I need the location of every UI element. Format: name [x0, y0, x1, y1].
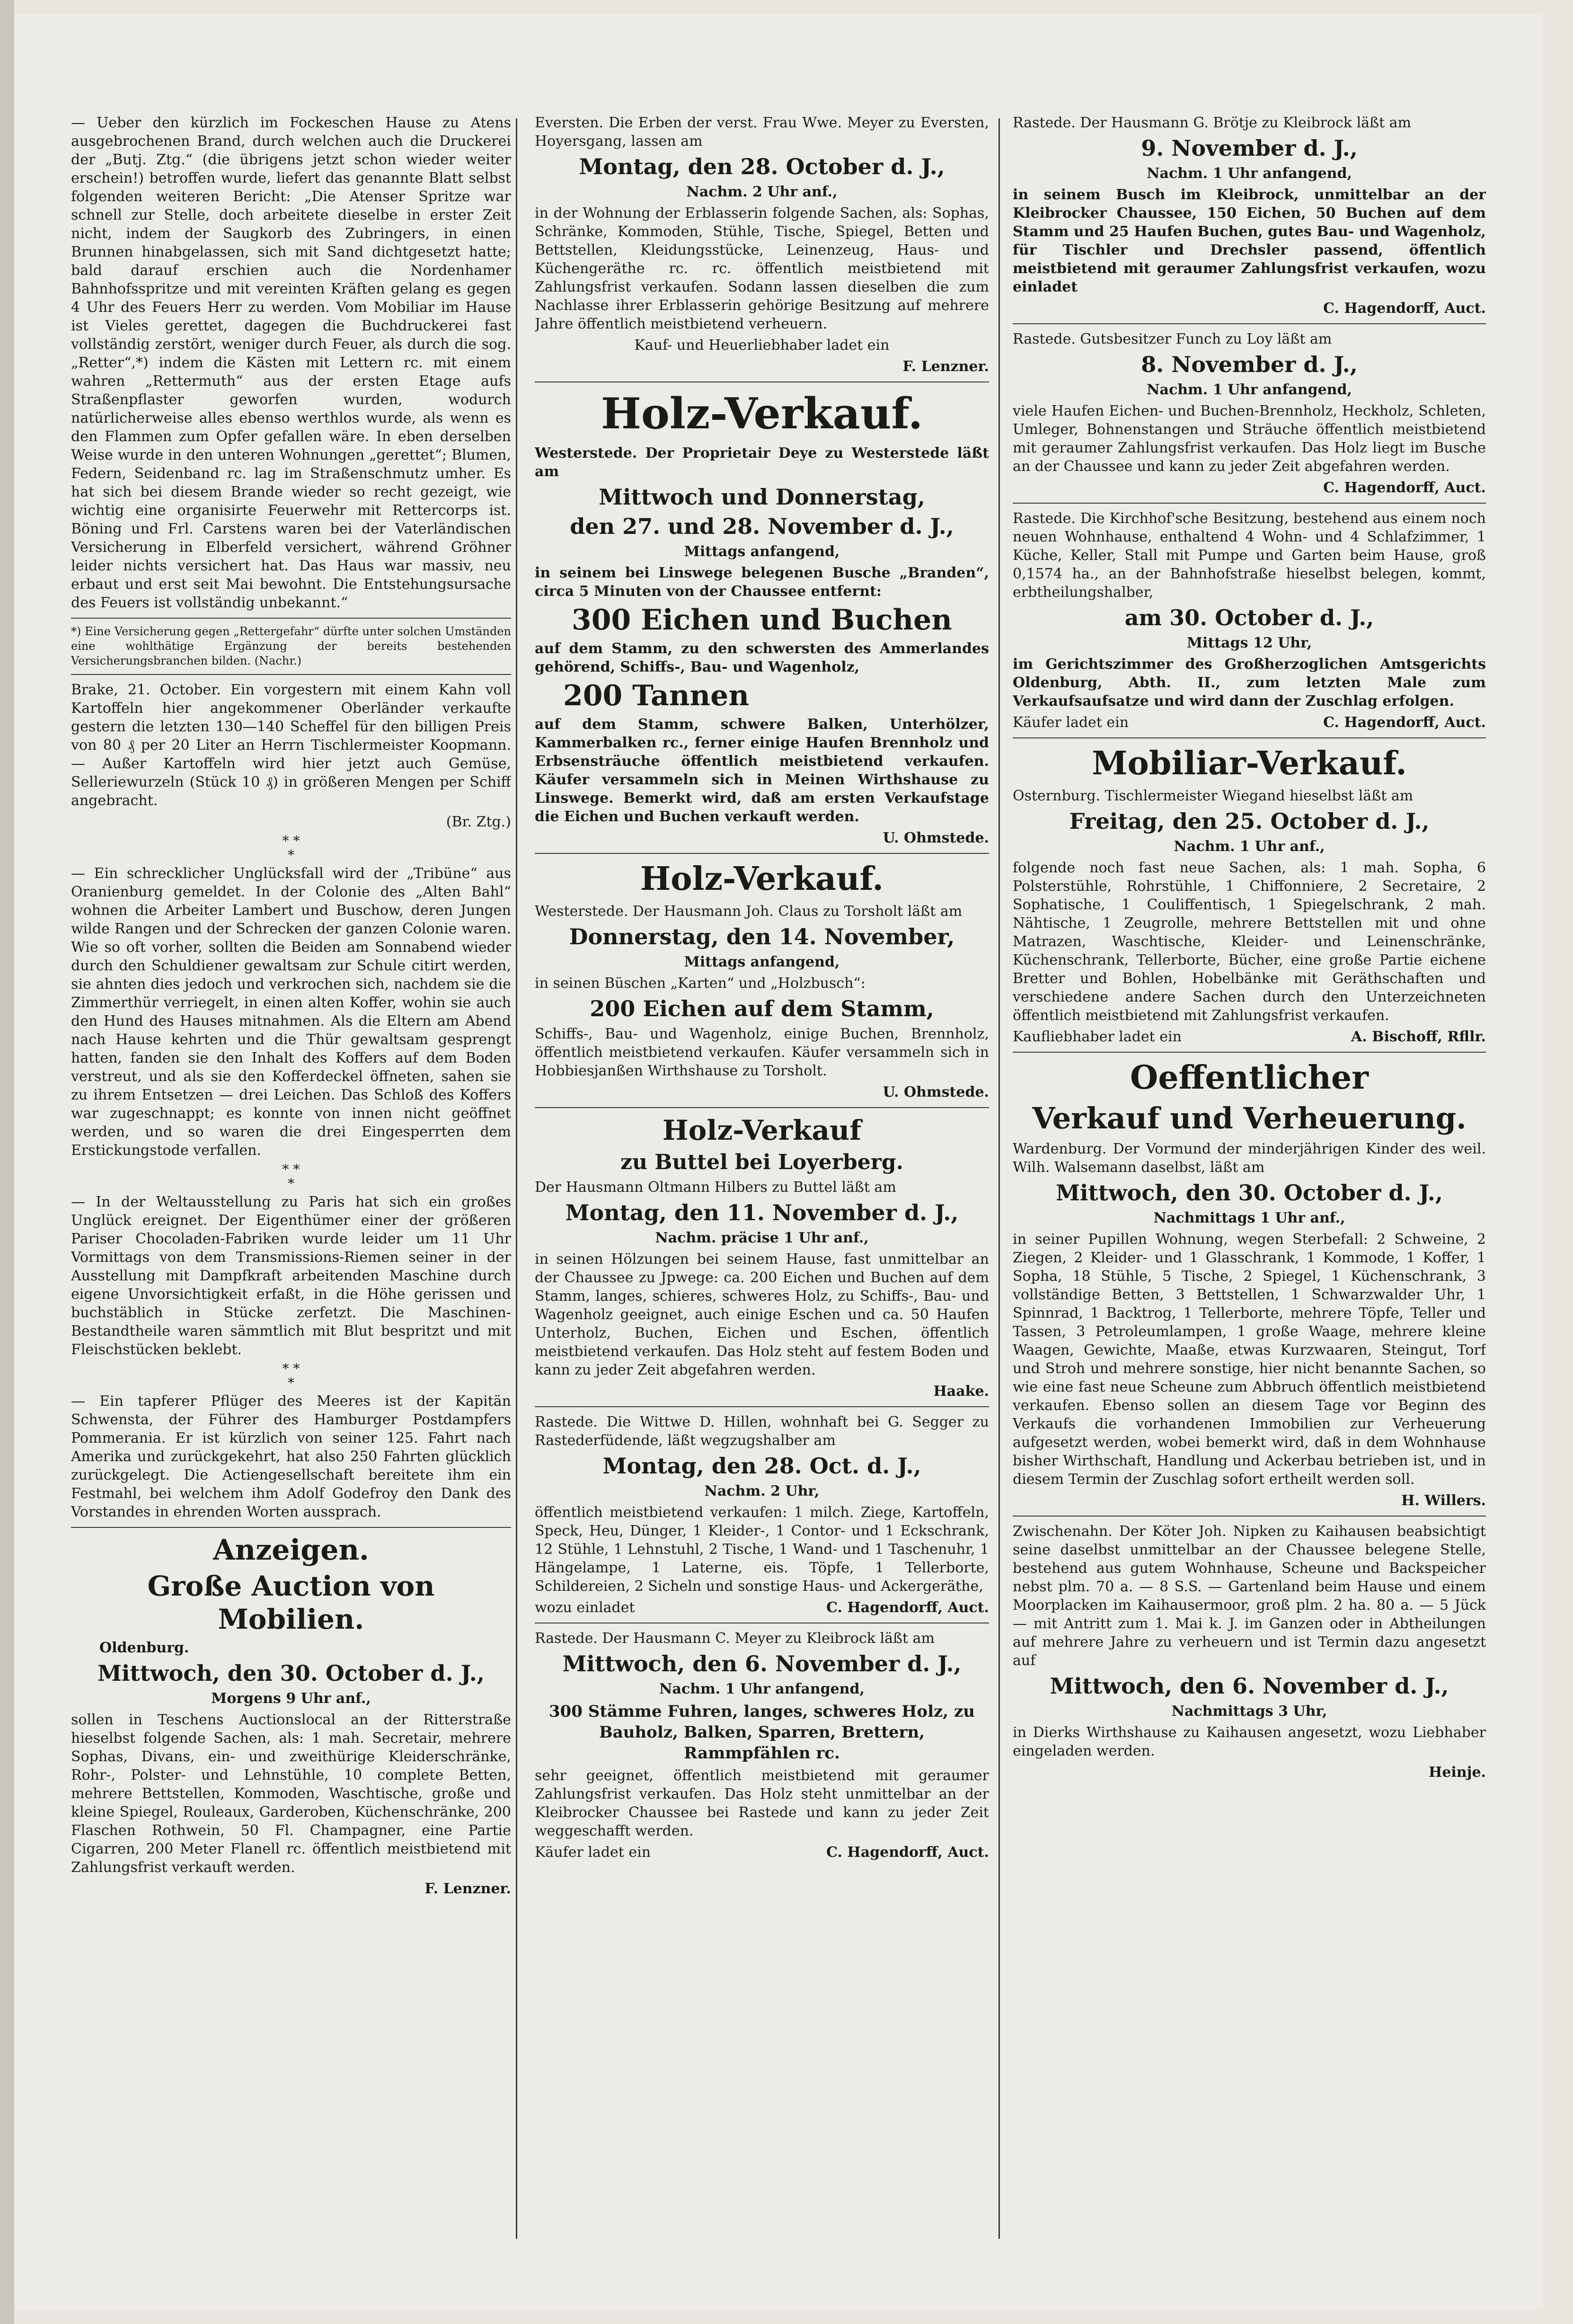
eversten-signature: F. Lenzner.: [902, 358, 989, 375]
holz1-signature: U. Ohmstede.: [883, 830, 989, 846]
holz1-date: Mittwoch und Donnerstag,: [599, 484, 925, 510]
holz2-oaks: 200 Eichen auf dem Stamm,: [590, 996, 934, 1021]
holz3-body: in seinen Hölzungen bei seinem Hause, fast unmittelbar an der Chaussee zu Jpwege: ca. 200 Eichen und Buchen auf dem Stamm, langes, schieres, schweres Holz, zu Schiffs-, Bau- und Wagenholz geeignet, auch einige Eschen und ca. 50 Haufen Unterholz, Buchen, Eichen und Eschen, öffentlich meistbietend verkaufen. Das Holz steht auf festem Boden und kann zu jeder Zeit abgefahren werden.: [535, 1251, 989, 1378]
broetje-intro: Rastede. Der Hausmann G. Brötje zu Kleibrock läßt am: [1013, 115, 1412, 131]
zwischenahn-time: Nachmittags 3 Uhr,: [1171, 1703, 1327, 1720]
holz1-time: Mittags anfangend,: [684, 543, 840, 560]
ad-divider: [535, 381, 989, 382]
funch-signature: C. Hagendorff, Auct.: [1323, 479, 1486, 496]
auction-time: Morgens 9 Uhr anf.,: [211, 1690, 371, 1707]
hillen-signature: C. Hagendorff, Auct.: [826, 1599, 989, 1616]
newspaper-page: [14, 14, 1543, 2310]
broetje-time: Nachm. 1 Uhr anfangend,: [1147, 165, 1352, 182]
holz2-signature: U. Ohmstede.: [883, 1084, 989, 1100]
mobiliar-body: folgende noch fast neue Sachen, als: 1 mah. Sopha, 6 Polsterstühle, Rohrstühle, 1 Chiffonniere, 2 Secretaire, 2 Sophatische, 1 Couliffentisch, 1 Spiegelschrank, 2 mah. Nähtische, 1 Zeugrolle, mehrere Bettstellen mit und ohne Matrazen, Waschtische, Kleider- und Leinenschränke, Küchenschrank, Tellerborte, Bücher, eine große Partie eichene Bretter und Bohlen, Hobelbänke mit Geräthschaften und verschiedene andere Sachen durch den Unterzeichneten öffentlich meistbietend mit Zahlungsfrist verkaufen.: [1013, 860, 1486, 1024]
kirchhof-signature-row: [1013, 713, 1486, 732]
anzeigen-heading: Anzeigen.: [213, 1534, 369, 1567]
unglueck-article: — Ein schrecklicher Unglücksfall wird der „Tribüne“ aus Oranienburg gemeldet. In der Colonie des „Alten Bahl“ wohnen die Arbeiter Lambert und Buschow, deren Jungen wilde Rangen und der Schrecken der ganzen Colonie waren. Wie so oft vorher, sollten die Beiden am Sonnabend wieder durch den Schuldiener gewaltsam zur Schule citirt werden, sie ahnten dies jedoch und verkrochen sich, nachdem sie die Zimmerthür verriegelt, in einen alten Koffer, wohin sie auch den Hund des Hauses mitnahmen. Als die Eltern am Abend nach Hause kehrten und die Thür gewaltsam gesprengt hatten, fanden sie den Inhalt des Koffers auf dem Boden verstreut, und als sie den Kofferdeckel öffneten, sahen sie zu ihrem Entsetzen — drei Leichen. Das Schloß des Koffers war zugeschnappt; es konnte von innen nicht geöffnet werden, und so waren die drei Eingesperrten dem Erstickungstode verfallen.: [71, 865, 511, 1159]
hillen-signature-row: [535, 1598, 989, 1617]
holz1-intro: Westerstede. Der Proprietair Deye zu Westerstede läßt am: [535, 445, 989, 480]
mobiliar-title: Mobiliar-Verkauf.: [1092, 745, 1407, 782]
hillen-time: Nachm. 2 Uhr,: [704, 1483, 820, 1499]
auction-date: Mittwoch, den 30. October d. J.,: [97, 1660, 485, 1686]
kirchhof-signature: C. Hagendorff, Auct.: [1323, 714, 1486, 731]
zwischenahn-intro: Zwischenahn. Der Köter Joh. Nipken zu Kaihausen beabsichtigt seine daselbst unmittelbar an der Chaussee belegene Stelle, bestehend aus gutem Wohnhause, Scheune und Backspeicher nebst plm. 70 a. — 8 S.S. — Gartenland beim Hause und einem Moorplacken im Kaihausermoor, groß plm. 2 ha. 80 a. — 5 Jück — mit Antritt zum 1. Mai k. J. im Ganzen oder in Abtheilungen auf mehrere Jahre zu verheuern und ist Termin dazu angesetzt auf: [1013, 1523, 1486, 1669]
eversten-intro: Eversten. Die Erben der verst. Frau Wwe. Meyer zu Eversten, Hoyersgang, lassen am: [535, 115, 989, 150]
zwischenahn-signature: Heinje.: [1428, 1764, 1486, 1781]
zwischenahn-body: in Dierks Wirthshause zu Kaihausen angesetzt, wozu Liebhaber eingeladen werden.: [1013, 1724, 1486, 1759]
meyer-signature: C. Hagendorff, Auct.: [826, 1844, 989, 1861]
pflueger-article: — Ein tapferer Pflüger des Meeres ist der Kapitän Schwensta, der Führer des Hamburger Postdampfers Pommerania. Er ist kürzlich von seiner 125. Fahrt nach Amerika und zurückgekehrt, hat also 250 Fahrten glücklich zurückgelegt. Die Actiengesellschaft bereitete ihm ein Festmahl, bei welchem ihm Adolf Godefroy den Dank des Vorstandes in ehrenden Worten aussprach.: [71, 1393, 511, 1520]
holz3-intro: Der Hausmann Oltmann Hilbers zu Buttel läßt am: [535, 1179, 896, 1196]
atens-fire-article: — Ueber den kürzlich im Fockeschen Hause zu Atens ausgebrochenen Brand, durch welchen auch die Druckerei der „Butj. Ztg.“ (die übrigens jetzt schon wieder weiter erschein!) betroffen wurde, liefert das genannte Blatt selbst folgenden weiteren Bericht: „Die Atenser Spritze war schnell zur Stelle, doch arbeitete dieselbe in erster Zeit nicht, indem der Saugkorb des Zubringers, in einen Brunnen hinabgelassen, sich mit Sand dichtgesetzt hatte; bald darauf erschien auch die Nordenhamer Bahnhofsspritze und mit vereinten Kräften gelang es gegen 4 Uhr des Feuers Herr zu werden. Vom Mobiliar im Hause ist Vieles gerettet, dagegen die Buchdruckerei fast vollständig zerstört, weniger durch Feuer, als durch die sog. „Retter“,*) indem die Kästen mit Lettern rc. mit einem wahren „Rettermuth“ aus der ersten Etage aufs Straßenpflaster geworfen wurden, wodurch natürlicherweise alles ebenso werthlos wurde, als wenn es den Flammen zum Opfer gefallen wäre. In eben derselben Weise wurde in den unteren Wohnungen „gerettet“; Blumen, Federn, Seidenband rc. lag im Straßenschmutz umher. Es hat sich bei diesem Brande wieder so recht gezeigt, wie wichtig eine organisirte Feuerwehr mit Rettercorps ist. Böning und Frl. Carstens waren bei der Vaterländischen Versicherung in Elberfeld versichert, während Gröhner leider nichts versichert hat. Das Haus war massiv, neu erbaut und erst seit Mai bewohnt. Die Entstehungsursache des Feuers ist vollständig unbekannt.“: [71, 115, 511, 611]
footnote: *) Eine Versicherung gegen „Rettergefahr“ dürfte unter solchen Umständen eine wohlthätige Ergänzung der bereits bestehenden Versicherungsbranchen bilden. (Nachr.): [71, 625, 511, 667]
funch-time: Nachm. 1 Uhr anfangend,: [1147, 381, 1352, 398]
ad-divider: [535, 1107, 989, 1108]
hillen-invite: wozu einladet: [535, 1599, 635, 1616]
meyer-goods: 300 Stämme Fuhren, langes, schweres Holz, zu Bauholz, Balken, Sparren, Brettern, Rammpfählen rc.: [548, 1702, 975, 1763]
holz2-body: Schiffs-, Bau- und Wagenholz, einige Buchen, Brennholz, öffentlich meistbietend verkaufen. Käufer versammeln sich in Hobbiesjanßen Wirthshause zu Torsholt.: [535, 1026, 989, 1079]
kirchhof-body: im Gerichtszimmer des Großherzoglichen Amtsgerichts Oldenburg, Abth. II., zum letzten Male zum Verkaufsaufsatze und wird dann der Zuschlag erfolgen.: [1013, 656, 1486, 710]
zwischenahn-date: Mittwoch, den 6. November d. J.,: [1050, 1673, 1449, 1699]
broetje-body: in seinem Busch im Kleibrock, unmittelbar an der Kleibrocker Chaussee, 150 Eichen, 50 Buchen auf dem Stamm und 25 Haufen Buchen, gutes Bau- und Wagenholz, für Tischler und Drechsler passend, öffentlich meistbietend mit geraumer Zahlungsfrist verkaufen, wozu einladet: [1013, 186, 1486, 295]
broetje-signature: C. Hagendorff, Auct.: [1323, 300, 1486, 317]
ad-divider: [535, 853, 989, 854]
mobiliar-time: Nachm. 1 Uhr anf.,: [1174, 838, 1325, 855]
section-stars: * * *: [282, 833, 300, 863]
mobiliar-date: Freitag, den 25. October d. J.,: [1069, 808, 1430, 834]
holz1-oaks-detail: auf dem Stamm, zu den schwersten des Ammerlandes gehörend, Schiffs-, Bau- und Wagenholz,: [535, 640, 989, 675]
holz1-location: in seinem bei Linswege belegenen Busche „Branden“, circa 5 Minuten von der Chaussee entfernt:: [535, 565, 989, 600]
meyer-intro: Rastede. Der Hausmann C. Meyer zu Kleibrock läßt am: [535, 1630, 935, 1647]
column-middle: [535, 114, 989, 2253]
holz2-time: Mittags anfangend,: [684, 954, 840, 970]
hillen-intro: Rastede. Die Wittwe D. Hillen, wohnhaft bei G. Segger zu Rastederfüdende, läßt wegzugshalber am: [535, 1414, 989, 1449]
column-rule-1: [516, 118, 517, 2239]
broetje-date: 9. November d. J.,: [1141, 135, 1358, 161]
funch-date: 8. November d. J.,: [1141, 352, 1358, 377]
holz2-date: Donnerstag, den 14. November,: [569, 924, 955, 949]
funch-body: viele Haufen Eichen- und Buchen-Brennholz, Heckholz, Schleten, Umleger, Bohnenstangen und Sträuche öffentlich meistbietend mit geraumer Zahlungsfrist verkaufen. Das Holz liegt im Busche an der Chaussee und kann zu jeder Zeit abgefahren werden.: [1013, 403, 1486, 475]
meyer-date: Mittwoch, den 6. November d. J.,: [562, 1651, 962, 1676]
mobiliar-signature: A. Bischoff, Rfllr.: [1351, 1029, 1486, 1045]
ad-divider: [1013, 503, 1486, 504]
section-stars: * * *: [282, 1361, 300, 1391]
meyer-signature-row: [535, 1843, 989, 1862]
oeff-body: in seiner Pupillen Wohnung, wegen Sterbefall: 2 Schweine, 2 Ziegen, 2 Kleider- und 1 Glasschrank, 1 Kommode, 1 Koffer, 1 Sopha, 18 Stühle, 5 Tische, 2 Spiegel, 1 Küchenschrank, 3 vollständige Betten, 3 Bettstellen, 1 Schwarzwalder Uhr, 1 Spinnrad, 1 Backtrog, 1 Tellerborte, mehrere Töpfe, Teller und Tassen, 3 Petroleumlampen, 1 große Waage, mehrere kleine Waagen, Gewichte, Maaße, etwas Kurzwaaren, Steingut, Torf und Stroh und mehrere sonstige, hier nicht benannte Sachen, so wie eine fast neue Scheune zum Abbruch öffentlich meistbietend verkaufen. Ebenso sollen an diesem Tage vor Beginn des Verkaufs die vorhandenen Immobilien zur Verheuerung aufgesetzt werden, wobei bemerkt wird, daß in dem Wohnhause bisher Wirthschaft, Handlung und Ackerbau betrieben ist, und in diesem Termin der Zuschlag sofort ertheilt werden soll.: [1013, 1231, 1486, 1488]
hillen-date: Montag, den 28. Oct. d. J.,: [602, 1453, 921, 1479]
eversten-time: Nachm. 2 Uhr anf.,: [686, 184, 838, 200]
kirchhof-date: am 30. October d. J.,: [1124, 605, 1374, 630]
holz3-signature: Haake.: [933, 1383, 989, 1400]
holz2-intro: Westerstede. Der Hausmann Joh. Claus zu Torsholt läßt am: [535, 903, 963, 920]
oeff-date: Mittwoch, den 30. October d. J.,: [1056, 1180, 1443, 1206]
hillen-body: öffentlich meistbietend verkaufen: 1 milch. Ziege, Kartoffeln, Speck, Heu, Dünger, 1 Kleider-, 1 Contor- und 1 Eckschrank, 12 Stühle, 1 Lehnstuhl, 2 Tische, 1 Wand- und 1 Taschenuhr, 1 Hängelampe, 1 Laterne, eis. Töpfe, 1 Tellerborte, Schildereien, 2 Sicheln und sonstige Haus- und Ackergeräthe,: [535, 1504, 989, 1595]
column-left: [71, 114, 511, 2253]
holz1-date2: den 27. und 28. November d. J.,: [570, 514, 954, 539]
ad-divider: [1013, 323, 1486, 324]
eversten-invite: Kauf- und Heuerliebhaber ladet ein: [634, 337, 890, 354]
kirchhof-time: Mittags 12 Uhr,: [1186, 635, 1312, 651]
ad-divider: [535, 1406, 989, 1407]
mobiliar-intro: Osternburg. Tischlermeister Wiegand hieselbst läßt am: [1013, 788, 1414, 804]
article-divider: [71, 674, 511, 675]
funch-intro: Rastede. Gutsbesitzer Funch zu Loy läßt am: [1013, 331, 1332, 347]
oeff-signature: H. Willers.: [1401, 1492, 1486, 1509]
kirchhof-invite: Käufer ladet ein: [1013, 714, 1129, 731]
ad-divider: [1013, 737, 1486, 738]
holz1-body: auf dem Stamm, schwere Balken, Unterhölzer, Kammerbalken rc., ferner einige Haufen Brennholz und Erbsensträuche öffentlich meistbietend verkaufen. Käufer versammeln sich in Meinen Wirthshause zu Linswege. Bemerkt wird, daß am ersten Verkaufstage die Eichen und Buchen verkauft werden.: [535, 716, 989, 825]
holz2-location: in seinen Büschen „Karten“ und „Holzbusch“:: [535, 975, 866, 992]
mobiliar-signature-row: [1013, 1028, 1486, 1046]
page-binding-edge: [0, 0, 14, 2324]
ad-divider: [1013, 1516, 1486, 1517]
eversten-date: Montag, den 28. October d. J.,: [579, 154, 945, 179]
oeff-title2: Verkauf und Verheuerung.: [1032, 1101, 1467, 1135]
eversten-body: in der Wohnung der Erblasserin folgende Sachen, als: Sophas, Schränke, Kommoden, Stühle, Tische, Spiegel, Betten und Bettstellen, Kleidungsstücke, Leinenzeug, Haus- und Küchengeräthe rc. rc. öffentlich meistbietend mit Zahlungsfrist verkaufen. Sodann lassen dieselben die zum Nachlasse ihrer Erblasserin gehörige Besitzung auf mehrere Jahre öffentlich meistbietend verheuern.: [535, 205, 989, 332]
column-right: [1013, 114, 1486, 2253]
column-rule-2: [999, 118, 1000, 2239]
meyer-body: sehr geeignet, öffentlich meistbietend mit geraumer Zahlungsfrist verkaufen. Das Holz steht unmittelbar an der Kleibrocker Chaussee bei Rastede und kann zu jeder Zeit weggeschafft werden.: [535, 1767, 989, 1839]
section-stars: * * *: [282, 1162, 300, 1191]
brake-source: (Br. Ztg.): [446, 814, 511, 830]
holz1-firs: 200 Tannen: [563, 679, 749, 712]
oeff-title: Oeffentlicher: [1130, 1059, 1369, 1097]
auction-body: sollen in Teschens Auctionslocal an der Ritterstraße hieselbst folgende Sachen, als: 1 mah. Secretair, mehrere Sophas, Divans, ein- und zweithürige Kleiderschränke, Rohr-, Polster- und Lehnstühle, 10 complete Betten, mehrere Bettstellen, Kommoden, Waschtische, große und kleine Spiegel, Rouleaux, Garderoben, Küchenschränke, 200 Flaschen Rothwein, 50 Fl. Champagner, eine Partie Cigarren, 200 Meter Flanell rc. öffentlich meistbietend mit Zahlungsfrist verkauft werden.: [71, 1712, 511, 1876]
holz3-time: Nachm. präcise 1 Uhr anf.,: [655, 1230, 869, 1246]
ad-divider: [1013, 1052, 1486, 1053]
holz3-date: Montag, den 11. November d. J.,: [565, 1200, 959, 1225]
holz3-title: Holz-Verkauf: [662, 1114, 862, 1146]
holz1-oaks: 300 Eichen und Buchen: [572, 603, 952, 637]
mobiliar-invite: Kaufliebhaber ladet ein: [1013, 1029, 1182, 1045]
oeff-time: Nachmittags 1 Uhr anf.,: [1153, 1210, 1345, 1226]
meyer-invite: Käufer ladet ein: [535, 1844, 651, 1861]
footnote-rule: [71, 618, 511, 619]
auction-title: Große Auction von Mobilien.: [147, 1570, 435, 1635]
holz1-title: Holz-Verkauf.: [601, 389, 923, 439]
holz3-subtitle: zu Buttel bei Loyerberg.: [620, 1150, 903, 1174]
kirchhof-intro: Rastede. Die Kirchhof'sche Besitzung, bestehend aus einem noch neuen Wohnhause, enthaltend 4 Wohn- und 4 Schlafzimmer, 1 Küche, Keller, Stall mit Pumpe und Garten beim Hause, groß 0,1574 ha., an der Bahnhofstraße hieselbst belegen, kommt, erbtheilungshalber,: [1013, 510, 1486, 601]
meyer-time: Nachm. 1 Uhr anfangend,: [659, 1681, 865, 1697]
brake-article: Brake, 21. October. Ein vorgestern mit einem Kahn voll Kartoffeln hier angekommener Oberländer verkaufte gestern die letzten 130—140 Scheffel für den billigen Preis von 80 ₰ per 20 Liter an Herrn Tischlermeister Koopmann. — Außer Kartoffeln wird hier jetzt auch Gemüse, Selleriewurzeln (Stück 10 ₰) in größeren Mengen per Schiff angebracht.: [71, 682, 511, 809]
oeff-intro: Wardenburg. Der Vormund der minderjährigen Kinder des weil. Wilh. Walsemann daselbst, läßt am: [1013, 1141, 1486, 1176]
paris-article: — In der Weltausstellung zu Paris hat sich ein großes Unglück ereignet. Der Eigenthümer einer der größeren Pariser Chocoladen-Fabriken wurde leider um 11 Uhr Vormittags von dem Transmissions-Riemen seiner in der Ausstellung mit Dampfkraft arbeitenden Maschine durch eigene Unvorsichtigkeit erfaßt, in die Höhe gerissen und buchstäblich in Stücke zerfetzt. Die Maschinen-Bestandtheile waren sämmtlich mit Blut bespritzt und mit Fleischstücken beklebt.: [71, 1194, 511, 1358]
auction-signature: F. Lenzner.: [424, 1880, 511, 1897]
anzeigen-divider: [71, 1527, 511, 1528]
auction-place: Oldenburg.: [99, 1640, 189, 1656]
holz2-title: Holz-Verkauf.: [640, 860, 884, 898]
